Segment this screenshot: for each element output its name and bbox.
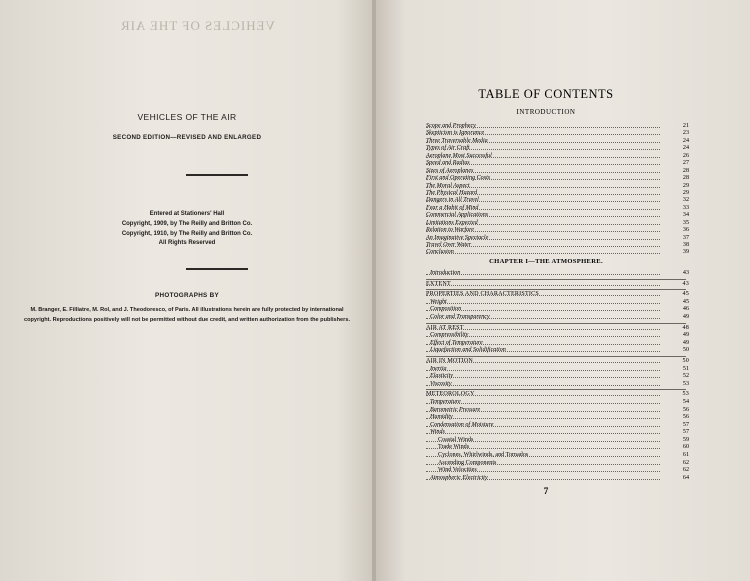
copyright-block (0, 210, 374, 249)
toc-entry-title: Winds (430, 429, 445, 436)
show-through-text: VEHICLES OF THE AIR (120, 18, 275, 33)
photographs-heading: PHOTOGRAPHS BY (155, 292, 219, 299)
toc-entry-page: 53 (682, 380, 689, 387)
toc-entry-title: Trade Winds (438, 444, 470, 451)
toc-entry (426, 332, 689, 340)
toc-entry-title: Relation to Warfare (426, 227, 474, 234)
toc-entry (426, 270, 689, 278)
toc-entry (426, 406, 689, 415)
toc-entry-title: Ascending Components (438, 459, 497, 466)
toc-entry-title: Liquefaction and Solidification (430, 347, 506, 354)
toc-entry-page: 61 (682, 452, 689, 459)
leader-dots (426, 433, 660, 434)
chapter-entries (426, 270, 689, 482)
toc-entry-title: Three Traversable Media (426, 137, 488, 144)
toc-entry-page: 64 (682, 474, 689, 481)
toc-entry-page: 39 (682, 249, 689, 256)
toc-entry-title: EXTENT (426, 280, 451, 287)
toc-entry (426, 280, 689, 289)
toc-entry-page: 45 (682, 291, 689, 298)
leader-dots (426, 377, 660, 378)
toc-entry-page: 57 (682, 429, 689, 436)
toc-entry-title: Dangers in All Travel (426, 197, 479, 204)
toc-entry-title: Travel Over Water (426, 242, 472, 248)
toc-entry-title: Conclusion (426, 249, 454, 256)
toc-entry-page: 32 (682, 197, 689, 204)
copyright-line: All Rights Reserved (158, 240, 216, 247)
toc-entry (426, 249, 689, 256)
toc-entry (426, 306, 689, 314)
toc-entry-page: 50 (682, 357, 689, 364)
toc-entry-page: 34 (682, 212, 689, 219)
toc-entry-title: Atmospheric Electricity (430, 474, 488, 481)
toc-entry (426, 145, 689, 152)
toc-entry (426, 234, 689, 242)
toc-entry (426, 452, 689, 460)
toc-entry-page: 28 (682, 175, 689, 182)
toc-entry-title: Cyclones, Whirlwinds, and Tornados (438, 452, 529, 459)
toc-entry-page: 26 (682, 152, 689, 159)
toc-entry-title: Humidity (430, 414, 453, 421)
toc-entry-page: 23 (682, 130, 689, 137)
toc-entry (426, 197, 689, 204)
section-divider (426, 323, 686, 324)
leader-dots (426, 303, 660, 304)
toc-entry-page: 21 (682, 123, 689, 129)
toc-entry (426, 347, 689, 355)
toc-entry-title: Viscosity (430, 380, 452, 387)
toc-entry-page: 24 (682, 145, 689, 152)
leader-dots (426, 418, 660, 419)
toc-entry-page: 59 (682, 436, 689, 443)
toc-entry (426, 467, 689, 475)
toc-entry-title: Weight (430, 298, 447, 305)
toc-entry-title: Skepticism is Ignorance (426, 130, 485, 137)
toc-entry-page: 52 (682, 373, 689, 380)
toc-entry (426, 421, 689, 430)
toc-entry-page: 53 (682, 391, 689, 398)
toc-entry-title: An Imaginative Spectacle (426, 234, 489, 241)
toc-entry-page: 33 (682, 204, 689, 211)
toc-entry (426, 373, 689, 381)
toc-entry-page: 43 (682, 280, 689, 287)
toc-entry-page: 35 (682, 219, 689, 226)
toc-entry (426, 242, 689, 249)
toc-entry-page: 49 (682, 313, 689, 320)
leader-dots (426, 253, 660, 254)
toc-entry-title: Elasticity (430, 373, 454, 380)
toc-entry-page: 57 (682, 421, 689, 428)
toc-entry-page: 62 (682, 459, 689, 466)
toc-entry-title: Effect of Temperature (430, 339, 483, 346)
leader-dots (426, 385, 660, 386)
toc-entry-page: 49 (682, 339, 689, 346)
toc-entry-title: Color and Transparency (430, 313, 490, 320)
toc-entry-title: Types of Air Craft (426, 145, 470, 152)
toc-entry-title: Aeroplane Most Successful (426, 152, 492, 159)
toc-entry-page: 48 (682, 324, 689, 331)
toc-entry-page: 28 (682, 167, 689, 174)
toc-entry (426, 160, 689, 167)
toc-entry (426, 298, 689, 307)
toc-entry-page: 56 (682, 414, 689, 421)
toc-entry-title: Introduction (430, 270, 461, 276)
toc-entry-title: Scope and Prophecy (426, 123, 476, 129)
edition-subtitle: SECOND EDITION—REVISED AND ENLARGED (112, 134, 262, 141)
toc-entry-page: 36 (682, 227, 689, 234)
toc-entry-title: Speed and Radius (426, 160, 470, 167)
toc-entry-page: 43 (682, 270, 689, 276)
toc-entry-page: 38 (682, 242, 689, 248)
toc-entry-title: METEOROLOGY (426, 391, 475, 398)
toc-entry-page: 50 (682, 347, 689, 354)
toc-entry-title: Compressibility (430, 332, 469, 339)
toc-entry-page: 37 (682, 234, 689, 241)
toc-entry (426, 391, 689, 399)
toc-entry-title: Coastal Winds (438, 436, 474, 443)
toc-entry-page: 60 (682, 444, 689, 451)
toc-entry-page: 27 (682, 160, 689, 167)
section-divider (426, 279, 686, 280)
toc-entry-title: Sizes of Aeroplanes (426, 167, 474, 174)
toc-entry (426, 175, 689, 182)
chapter-heading: CHAPTER I—THE ATMOSPHERE. (489, 258, 603, 265)
toc-entry (426, 313, 689, 322)
toc-entry-title: AIR AT REST (426, 324, 464, 331)
toc-entry-title: AIR IN MOTION (426, 357, 473, 364)
toc-entry (426, 474, 689, 483)
toc-entry-title: Inertia (430, 365, 447, 372)
divider-rule-top (186, 174, 248, 176)
book-title: VEHICLES OF THE AIR (137, 112, 237, 122)
toc-entry-title: Fear a Habit of Mind (426, 204, 479, 211)
toc-entry-title: PROPERTIES AND CHARACTERISTICS (426, 291, 539, 298)
toc-entry-page: 46 (682, 306, 689, 313)
introduction-entries (426, 123, 689, 257)
page-number: 7 (543, 486, 549, 496)
toc-entry-page: 45 (682, 298, 689, 305)
toc-heading: TABLE OF CONTENTS (478, 87, 614, 101)
toc-entry-title: First and Operating Costs (426, 175, 491, 182)
toc-entry-title: Barometric Pressure (430, 406, 481, 413)
toc-entry-page: 29 (682, 182, 689, 189)
toc-entry (426, 291, 689, 299)
toc-entry-title: Commercial Applications (426, 212, 489, 219)
toc-entry-title: Composition (430, 306, 462, 313)
toc-entry-title: Wind Velocities (438, 467, 477, 474)
toc-entry (426, 429, 689, 437)
toc-entry (426, 414, 689, 422)
toc-entry-page: 56 (682, 406, 689, 413)
photographs-credit: M. Branger, E. Filliatre, M. Rol, and J. Theodoresco, of Paris. All illustrations herein are fully protected by international copyright. Reproductions positively will not be permitted without due credit, and written authorization from the publishers. (23, 307, 350, 323)
toc-entry (426, 182, 689, 190)
copyright-line: Copyright, 1909, by The Reilly and Britton Co. (121, 220, 253, 227)
toc-entry (426, 130, 689, 137)
toc-entry-page: 54 (682, 398, 689, 405)
toc-entry-title: Temperature (430, 398, 461, 405)
toc-entry (426, 219, 689, 227)
toc-entry (426, 167, 689, 175)
toc-entry-title: The Moral Aspect (426, 182, 470, 189)
introduction-heading: INTRODUCTION (516, 108, 576, 116)
toc-entry-page: 49 (682, 332, 689, 339)
toc-entry (426, 365, 689, 374)
toc-entry-page: 24 (682, 137, 689, 144)
copyright-line: Copyright, 1910, by The Reilly and Britton Co. (121, 230, 253, 237)
toc-entry (426, 357, 689, 366)
toc-entry (426, 398, 689, 407)
left-page (0, 0, 374, 581)
copyright-line: Entered at Stationers' Hall (149, 211, 225, 217)
toc-entry-page: 29 (682, 189, 689, 196)
toc-entry-page: 51 (682, 365, 689, 372)
toc-entry (426, 227, 689, 234)
toc-entry-title: Limitations Expected (426, 219, 478, 226)
toc-entry (426, 444, 689, 452)
toc-entry-title: The Physical Hazard (426, 189, 478, 196)
section-divider (426, 356, 686, 357)
divider-rule-bottom (186, 268, 248, 270)
toc-entry-page: 62 (682, 467, 689, 474)
leader-dots (426, 285, 660, 286)
toc-entry (426, 380, 689, 389)
toc-entry (426, 212, 689, 219)
leader-dots (426, 370, 660, 371)
toc-entry-title: Condensation of Moisture (430, 421, 494, 428)
